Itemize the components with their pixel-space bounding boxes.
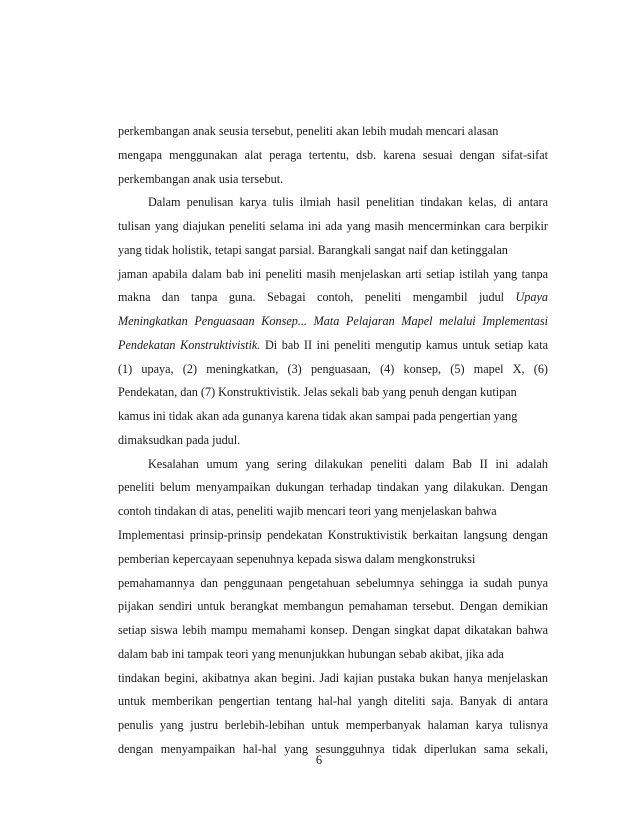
text-segment: tindakan begini, akibatnya akan begini. Jadi kajian pustaka bukan hanya menjelaskan: [118, 670, 548, 685]
text-segment: perkembangan anak seusia tersebut, peneliti akan lebih mudah mencari alasan: [118, 124, 499, 138]
text-line: [118, 120, 548, 144]
text-line: [118, 524, 548, 548]
text-segment: makna dan tanpa guna. Sebagai contoh, peneliti mengambil judul: [118, 290, 516, 305]
text-line: [118, 405, 548, 429]
text-segment: pemberian kepercayaan sepenuhnya kepada siswa dalam mengkonstruksi: [118, 551, 476, 566]
text-segment: Pendekatan, dan (7) Konstruktivistik. Jelas sekali bab yang penuh dengan kutipan: [118, 385, 517, 400]
text-segment: dengan menyampaikan hal-hal yang sesungguhnya tidak diperlukan sama sekali,: [118, 741, 548, 756]
text-segment: pemahamannya dan penggunaan pengetahuan sebelumnya sehingga ia sudah punya: [118, 575, 548, 590]
text-line: [118, 429, 548, 453]
text-line: [118, 239, 548, 263]
text-line: [118, 453, 548, 477]
text-line: [118, 358, 548, 382]
text-line: [118, 476, 548, 500]
text-line: [118, 286, 548, 310]
text-segment: penulis yang justru berlebih-lebihan untuk memperbanyak halaman karya tulisnya: [118, 718, 548, 733]
text-segment: dalam bab ini tampak teori yang menunjukkan hubungan sebab akibat, jika ada: [118, 646, 504, 661]
text-line: [118, 381, 548, 405]
text-segment: peneliti belum menyampaikan dukungan terhadap tindakan yang dilakukan. Dengan: [118, 480, 548, 495]
text-line: [118, 263, 548, 287]
text-segment: mengapa menggunakan alat peraga tertentu, dsb. karena sesuai dengan sifat-sifat: [118, 147, 548, 162]
text-segment: perkembangan anak usia tersebut.: [118, 171, 284, 186]
text-segment: untuk memberikan pengertian tentang hal-hal yangh diteliti saja. Banyak di antara: [118, 694, 548, 709]
text-line: [118, 643, 548, 667]
italic-text-segment: Meningkatkan Penguasaan Konsep... Mata Pelajaran Mapel melalui Implementasi: [118, 314, 548, 329]
italic-text-segment: Upaya: [515, 290, 548, 305]
text-line: [118, 690, 548, 714]
text-line: [118, 714, 548, 738]
text-line: [118, 168, 548, 192]
text-segment: (1) upaya, (2) meningkatkan, (3) penguasaan, (4) konsep, (5) mapel X, (6): [118, 361, 548, 376]
text-segment: jaman apabila dalam bab ini peneliti masih menjelaskan arti setiap istilah yang tanpa: [118, 266, 548, 281]
text-segment: Kesalahan umum yang sering dilakukan peneliti dalam Bab II ini adalah: [148, 456, 548, 471]
text-line: [118, 667, 548, 691]
text-segment: Di bab II ini peneliti mengutip kamus untuk setiap kata: [260, 337, 548, 352]
text-line: [118, 619, 548, 643]
text-segment: Implementasi prinsip-prinsip pendekatan Konstruktivistik berkaitan langsung dengan: [118, 528, 548, 543]
italic-text-segment: Pendekatan Konstruktivistik.: [118, 337, 261, 352]
text-line: [118, 215, 548, 239]
text-line: [118, 572, 548, 596]
text-segment: contoh tindakan di atas, peneliti wajib mencari teori yang menjelaskan bahwa: [118, 504, 497, 519]
text-line: [118, 548, 548, 572]
text-line: [118, 144, 548, 168]
text-line: [118, 191, 548, 215]
body-text: [118, 120, 548, 762]
text-segment: setiap siswa lebih mampu memahami konsep. Dengan singkat dapat dikatakan bahwa: [118, 623, 548, 638]
text-segment: tulisan yang diajukan peneliti selama ini ada yang masih mencerminkan cara berpikir: [118, 219, 548, 234]
page-number: 6: [315, 753, 323, 767]
text-line: [118, 310, 548, 334]
text-segment: Dalam penulisan karya tulis ilmiah hasil penelitian tindakan kelas, di antara: [148, 195, 548, 210]
text-line: [118, 595, 548, 619]
text-segment: dimaksudkan pada judul.: [118, 432, 241, 447]
text-segment: kamus ini tidak akan ada gunanya karena tidak akan sampai pada pengertian yang: [118, 409, 518, 424]
text-line: [118, 500, 548, 524]
text-segment: pijakan sendiri untuk berangkat membangun pemahaman tersebut. Dengan demikian: [118, 599, 548, 614]
text-line: [118, 334, 548, 358]
text-segment: yang tidak holistik, tetapi sangat parsial. Barangkali sangat naif dan ketinggalan: [118, 242, 508, 257]
